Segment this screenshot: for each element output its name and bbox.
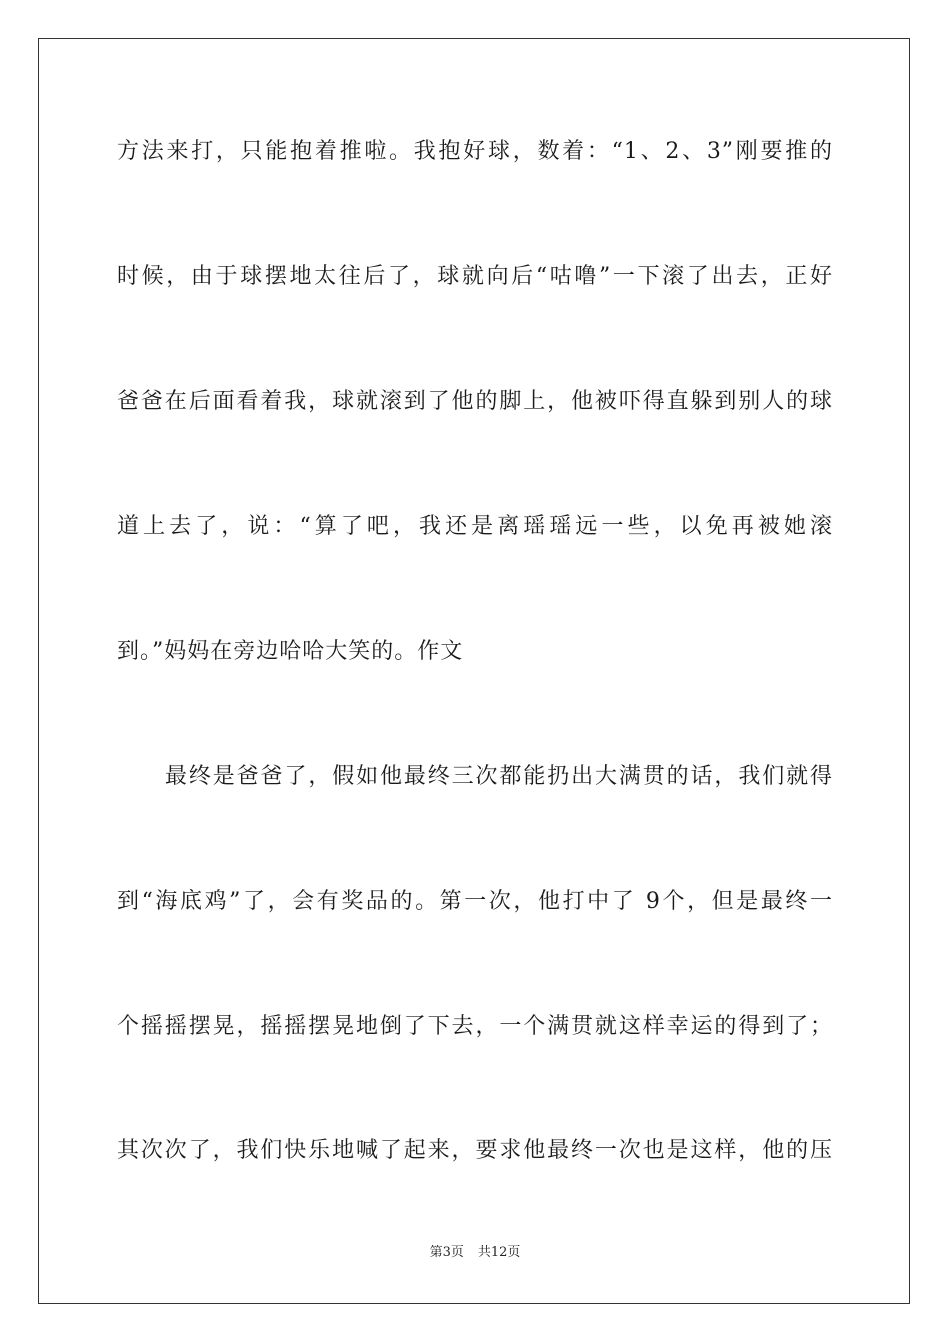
text-line-8: 个摇摇摆晃，摇摇摆晃地倒了下去，一个满贯就这样幸运的得到了；	[117, 1014, 833, 1039]
text-line-2: 时候，由于球摆地太往后了，球就向后“咕噜”一下滚了出去，正好	[117, 264, 833, 289]
text-line-4: 道上去了，说：“算了吧，我还是离瑶瑶远一些，以免再被她滚	[117, 514, 833, 539]
text-line-5: 到。”妈妈在旁边哈哈大笑的。作文	[117, 639, 464, 664]
page-border	[38, 38, 910, 1304]
text-line-9: 其次次了，我们快乐地喊了起来，要求他最终一次也是这样，他的压	[117, 1138, 833, 1163]
page-total: 共12页	[477, 1245, 521, 1260]
text-line-6: 最终是爸爸了，假如他最终三次都能扔出大满贯的话，我们就得	[165, 764, 833, 789]
page-number: 第3页	[429, 1245, 464, 1260]
page-footer	[0, 1245, 950, 1261]
text-line-7: 到“海底鸡”了，会有奖品的。第一次，他打中了 9个，但是最终一	[117, 889, 833, 914]
text-line-1: 方法来打，只能抱着推啦。我抱好球，数着：“1、2、3”刚要推的	[117, 139, 833, 164]
text-line-3: 爸爸在后面看着我，球就滚到了他的脚上，他被吓得直躲到别人的球	[117, 389, 833, 414]
